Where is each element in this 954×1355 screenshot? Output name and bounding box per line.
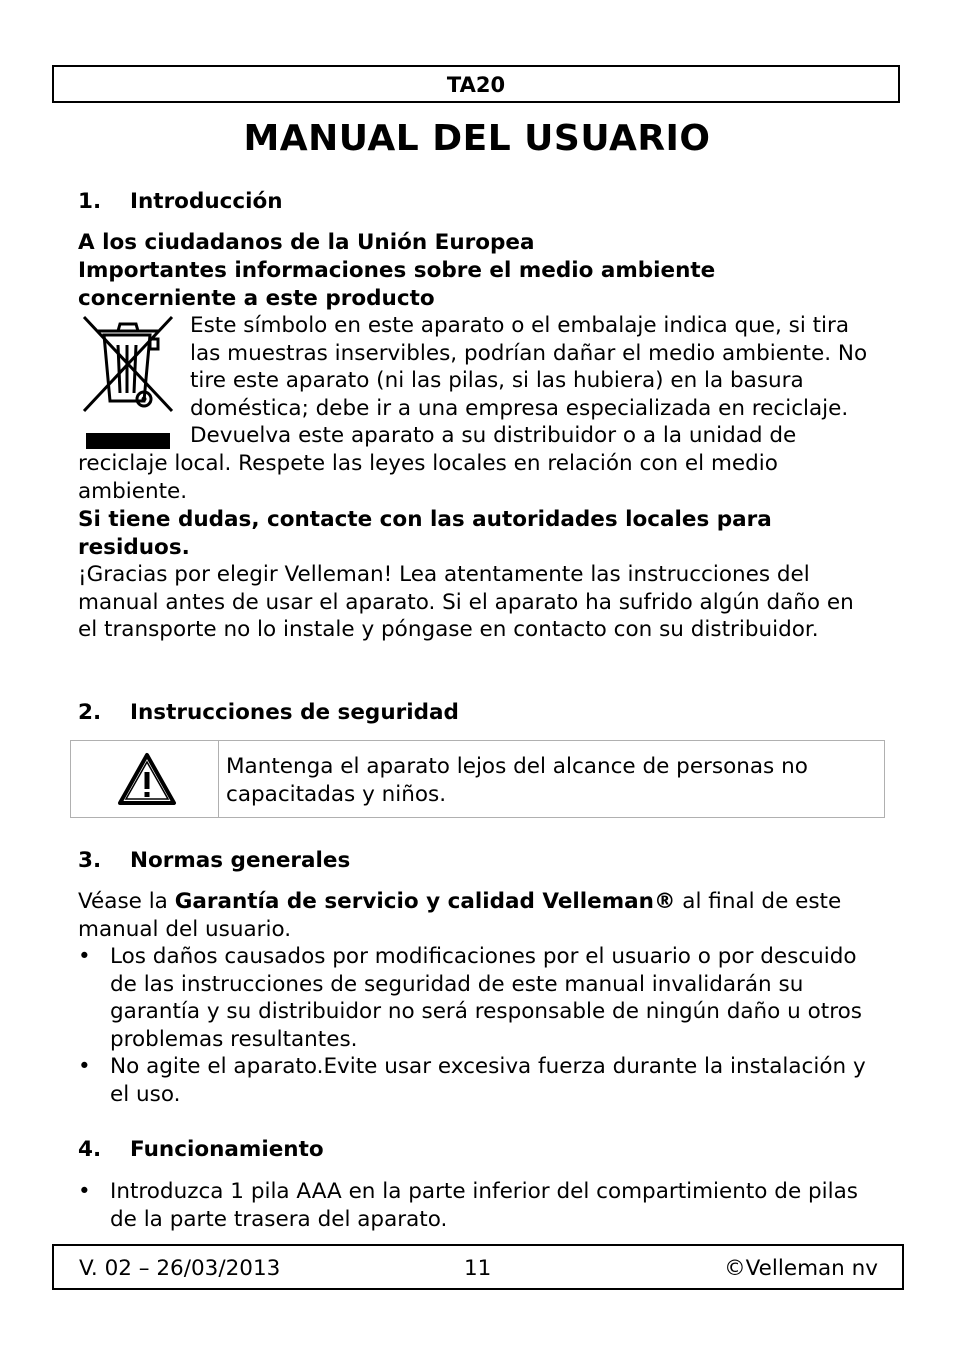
model-number: TA20 [446, 73, 506, 97]
section-title: Instrucciones de seguridad [130, 700, 459, 725]
page-number: 11 [464, 1256, 492, 1281]
section-number: 3. [78, 848, 102, 873]
intro-prefix: Véase la [78, 889, 175, 914]
section-4-heading [78, 1136, 878, 1164]
page-title: MANUAL DEL USUARIO [243, 118, 711, 159]
bullet-glyph: • [78, 944, 91, 969]
section-title: Introducción [130, 189, 283, 214]
safety-table [70, 740, 885, 818]
eu-citizens-heading: A los ciudadanos de la Unión Europea [78, 230, 535, 255]
safety-warning-text: Mantenga el aparato lejos del alcance de personas no capacitadas y niños. [226, 754, 808, 807]
section-2-heading [78, 699, 878, 727]
list-item-text: Los daños causados por modificaciones por el usuario o por descuido de las instrucciones de seguridad de este manual invalidarán su garantía y su distribuidor no será responsable de ningún daño u otros problemas resultantes. [110, 944, 862, 1052]
list-item [78, 943, 868, 1053]
bullet-glyph: • [78, 1179, 91, 1204]
bullet-glyph: • [78, 1054, 91, 1080]
version-date: V. 02 – 26/03/2013 [79, 1256, 281, 1281]
warning-triangle-icon [117, 752, 177, 806]
list-item [78, 1178, 868, 1233]
copyright: ©Velleman nv [724, 1256, 878, 1281]
intro-suffix: al final de este manual del usuario. [78, 889, 842, 942]
general-norms-intro [78, 888, 858, 943]
section-number: 2. [78, 700, 102, 725]
general-norms-list [78, 943, 868, 1109]
list-item [78, 1053, 868, 1108]
weee-paragraph [78, 312, 878, 505]
document-header [52, 65, 900, 103]
list-item-text: Introduzca 1 pila AAA en la parte inferior del compartimiento de pilas de la parte trasera del aparato. [110, 1179, 858, 1232]
environment-heading: Importantes informaciones sobre el medio ambiente concerniente a este producto [78, 258, 716, 311]
safety-icon-cell [71, 741, 219, 817]
contact-authorities-note: Si tiene dudas, contacte con las autoridades locales para residuos. [78, 507, 772, 560]
section-number: 1. [78, 189, 102, 214]
warranty-reference: Garantía de servicio y calidad Velleman® [174, 889, 676, 914]
section-3-heading [78, 847, 878, 875]
section-title: Normas generales [130, 848, 351, 873]
page-footer [52, 1244, 904, 1290]
section-number: 4. [78, 1137, 102, 1162]
weee-text: Este símbolo en este aparato o el embalaje indica que, si tira las muestras inservibles, podrían dañar el medio ambiente. No tire este aparato (ni las pilas, si las hubiera) en la basura doméstica; debe ir a una empresa especializada en reciclaje. Devuelva este aparato a su distribuidor o a la unidad de reciclaje local. Respete las leyes locales en relación con el medio ambiente. [78, 313, 868, 504]
operation-list [78, 1178, 868, 1233]
section-1-heading [78, 188, 878, 216]
section-title: Funcionamiento [130, 1137, 324, 1162]
list-item-text: No agite el aparato.Evite usar excesiva fuerza durante la instalación y el uso. [110, 1054, 866, 1107]
thanks-paragraph: ¡Gracias por elegir Velleman! Lea atentamente las instrucciones del manual antes de usar el aparato. Si el aparato ha sufrido algún daño en el transporte no lo instale y póngase en contacto con su distribuidor. [78, 562, 854, 643]
